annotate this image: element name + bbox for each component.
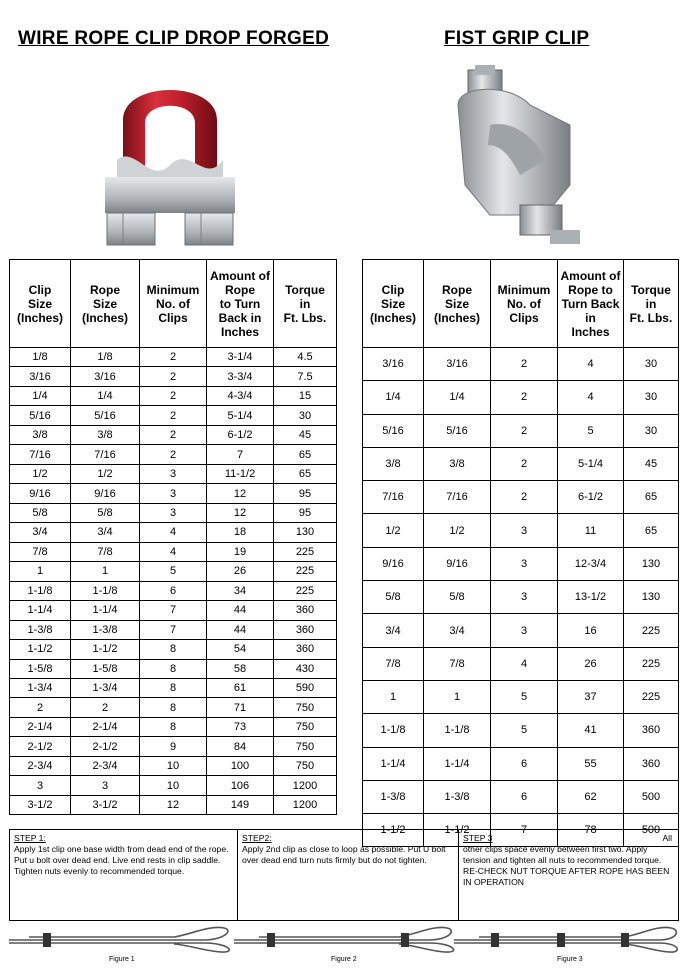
- cell-turn-back: 6-1/2: [207, 425, 274, 444]
- cell-turn-back: 3-3/4: [207, 367, 274, 386]
- cell-min-clips: 7: [140, 601, 207, 620]
- cell-clip-size: 1-5/8: [10, 659, 71, 678]
- cell-clip-size: 5/8: [10, 503, 71, 522]
- table-row: [10, 484, 337, 503]
- cell-clip-size: 1/2: [363, 514, 424, 547]
- table-row: [363, 348, 679, 381]
- cell-min-clips: 10: [140, 756, 207, 775]
- cell-torque: 750: [274, 698, 337, 717]
- header-torque: Torque in Ft. Lbs.: [624, 260, 679, 348]
- table-row: [10, 698, 337, 717]
- cell-clip-size: 1: [10, 562, 71, 581]
- cell-torque: 4.5: [274, 348, 337, 367]
- header-min-clips: Minimum No. of Clips: [491, 260, 558, 348]
- step-2-text: Apply 2nd clip as close to loop as possible. Put U bolt over dead end turn nuts firmly but do not tighten.: [242, 844, 446, 865]
- cell-min-clips: 3: [140, 464, 207, 483]
- cell-turn-back: 58: [207, 659, 274, 678]
- cell-clip-size: 3: [10, 776, 71, 795]
- table-row: [10, 795, 337, 814]
- cell-rope-size: 9/16: [71, 484, 140, 503]
- cell-torque: 45: [274, 425, 337, 444]
- cell-rope-size: 5/8: [424, 581, 491, 614]
- cell-turn-back: 149: [207, 795, 274, 814]
- cell-clip-size: 5/16: [10, 406, 71, 425]
- table-row: [363, 680, 679, 713]
- cell-rope-size: 1/4: [71, 386, 140, 405]
- cell-torque: 1200: [274, 795, 337, 814]
- cell-min-clips: 5: [491, 714, 558, 747]
- cell-rope-size: 2-1/4: [71, 717, 140, 736]
- cell-rope-size: 5/16: [424, 414, 491, 447]
- cell-torque: 225: [274, 542, 337, 561]
- cell-min-clips: 6: [140, 581, 207, 600]
- cell-rope-size: 1-3/4: [71, 678, 140, 697]
- cell-clip-size: 1-1/4: [363, 747, 424, 780]
- cell-rope-size: 1/2: [424, 514, 491, 547]
- table-row: [10, 386, 337, 405]
- cell-torque: 130: [274, 523, 337, 542]
- cell-clip-size: 1-1/2: [10, 640, 71, 659]
- cell-min-clips: 3: [491, 581, 558, 614]
- cell-torque: 360: [274, 601, 337, 620]
- cell-turn-back: 44: [207, 620, 274, 639]
- step-1-text: Apply 1st clip one base width from dead end of the rope. Put u bolt over dead end. Live end rests in clip saddle. Tighten nuts evenly to recommended torque.: [14, 844, 229, 876]
- cell-clip-size: 1-3/8: [363, 780, 424, 813]
- cell-rope-size: 3/16: [424, 348, 491, 381]
- cell-min-clips: 4: [140, 542, 207, 561]
- cell-torque: 225: [274, 562, 337, 581]
- cell-torque: 30: [624, 414, 679, 447]
- fist-grip-clip-image: [450, 65, 585, 250]
- table-header-row: [10, 260, 337, 348]
- cell-turn-back: 78: [558, 814, 624, 847]
- cell-clip-size: 2-1/2: [10, 737, 71, 756]
- cell-min-clips: 6: [491, 780, 558, 813]
- cell-min-clips: 2: [140, 445, 207, 464]
- cell-clip-size: 1-1/8: [10, 581, 71, 600]
- cell-torque: 130: [624, 581, 679, 614]
- cell-turn-back: 18: [207, 523, 274, 542]
- table-row: [363, 614, 679, 647]
- cell-torque: 750: [274, 717, 337, 736]
- cell-torque: 95: [274, 503, 337, 522]
- table-row: [10, 776, 337, 795]
- cell-min-clips: 2: [491, 447, 558, 480]
- cell-clip-size: 1: [363, 680, 424, 713]
- table-row: [10, 562, 337, 581]
- step-1-heading: STEP 1:: [14, 833, 46, 843]
- table-row: [10, 717, 337, 736]
- table-row: [10, 640, 337, 659]
- cell-clip-size: 3/8: [10, 425, 71, 444]
- cell-rope-size: 1/4: [424, 381, 491, 414]
- cell-turn-back: 44: [207, 601, 274, 620]
- step-3-text: other clips space evenly between first two. Apply tension and tighten all nuts to recommended torque.: [463, 844, 662, 865]
- header-clip-size: Clip Size (Inches): [10, 260, 71, 348]
- rope-figures-drawing: [9, 925, 679, 955]
- wire-rope-clip-title: WIRE ROPE CLIP DROP FORGED: [18, 28, 330, 49]
- table-row: [363, 780, 679, 813]
- cell-min-clips: 4: [491, 647, 558, 680]
- cell-rope-size: 1-3/8: [71, 620, 140, 639]
- cell-turn-back: 5-1/4: [558, 447, 624, 480]
- cell-clip-size: 1/4: [363, 381, 424, 414]
- table-row: [363, 414, 679, 447]
- cell-rope-size: 3/8: [71, 425, 140, 444]
- cell-rope-size: 3/4: [71, 523, 140, 542]
- cell-min-clips: 8: [140, 717, 207, 736]
- cell-turn-back: 55: [558, 747, 624, 780]
- cell-clip-size: 1-3/4: [10, 678, 71, 697]
- cell-turn-back: 106: [207, 776, 274, 795]
- installation-steps: [9, 829, 679, 921]
- cell-turn-back: 26: [207, 562, 274, 581]
- cell-turn-back: 7: [207, 445, 274, 464]
- cell-clip-size: 3-1/2: [10, 795, 71, 814]
- cell-rope-size: 5/8: [71, 503, 140, 522]
- figures-strip: [9, 925, 679, 973]
- cell-turn-back: 16: [558, 614, 624, 647]
- table-row: [10, 756, 337, 775]
- cell-torque: 500: [624, 814, 679, 847]
- table-row: [10, 737, 337, 756]
- table-row: [363, 581, 679, 614]
- table-row: [363, 447, 679, 480]
- cell-torque: 360: [274, 640, 337, 659]
- cell-clip-size: 1-1/2: [363, 814, 424, 847]
- table-row: [10, 678, 337, 697]
- table-row: [363, 714, 679, 747]
- cell-min-clips: 3: [491, 547, 558, 580]
- cell-clip-size: 5/8: [363, 581, 424, 614]
- cell-turn-back: 12: [207, 503, 274, 522]
- step-3-heading: STEP 3: [463, 833, 493, 843]
- cell-min-clips: 4: [140, 523, 207, 542]
- cell-torque: 360: [624, 714, 679, 747]
- cell-min-clips: 9: [140, 737, 207, 756]
- cell-rope-size: 2-3/4: [71, 756, 140, 775]
- cell-torque: 360: [274, 620, 337, 639]
- table-row: [10, 601, 337, 620]
- cell-torque: 500: [624, 780, 679, 813]
- cell-turn-back: 71: [207, 698, 274, 717]
- cell-turn-back: 61: [207, 678, 274, 697]
- table-row: [10, 523, 337, 542]
- table-header-row: [363, 260, 679, 348]
- cell-rope-size: 1-1/2: [424, 814, 491, 847]
- cell-clip-size: 1/8: [10, 348, 71, 367]
- wire-rope-clip-table: [9, 259, 337, 815]
- step-3-all: All: [662, 833, 672, 843]
- cell-clip-size: 1-1/8: [363, 714, 424, 747]
- cell-turn-back: 84: [207, 737, 274, 756]
- cell-rope-size: 1-3/8: [424, 780, 491, 813]
- table-row: [10, 503, 337, 522]
- cell-min-clips: 8: [140, 640, 207, 659]
- cell-turn-back: 4: [558, 381, 624, 414]
- cell-turn-back: 4-3/4: [207, 386, 274, 405]
- cell-turn-back: 41: [558, 714, 624, 747]
- figure-3-label: Figure 3: [557, 956, 583, 963]
- cell-rope-size: 1: [424, 680, 491, 713]
- cell-torque: 1200: [274, 776, 337, 795]
- cell-turn-back: 5: [558, 414, 624, 447]
- cell-torque: 225: [624, 614, 679, 647]
- table-row: [10, 464, 337, 483]
- cell-clip-size: 3/16: [10, 367, 71, 386]
- cell-rope-size: 7/16: [424, 481, 491, 514]
- cell-min-clips: 6: [491, 747, 558, 780]
- cell-torque: 30: [274, 406, 337, 425]
- cell-turn-back: 4: [558, 348, 624, 381]
- cell-rope-size: 9/16: [424, 547, 491, 580]
- cell-clip-size: 2: [10, 698, 71, 717]
- cell-torque: 65: [274, 464, 337, 483]
- cell-min-clips: 8: [140, 659, 207, 678]
- table-row: [363, 514, 679, 547]
- cell-min-clips: 8: [140, 698, 207, 717]
- cell-rope-size: 1-1/8: [424, 714, 491, 747]
- cell-clip-size: 7/8: [363, 647, 424, 680]
- cell-min-clips: 2: [140, 425, 207, 444]
- cell-min-clips: 2: [491, 414, 558, 447]
- cell-turn-back: 5-1/4: [207, 406, 274, 425]
- cell-clip-size: 2-1/4: [10, 717, 71, 736]
- header-clip-size: Clip Size (Inches): [363, 260, 424, 348]
- cell-clip-size: 3/4: [10, 523, 71, 542]
- header-rope-size: Rope Size (Inches): [424, 260, 491, 348]
- cell-min-clips: 5: [140, 562, 207, 581]
- cell-min-clips: 2: [140, 406, 207, 425]
- cell-torque: 95: [274, 484, 337, 503]
- step-1: [10, 830, 237, 920]
- table-row: [363, 647, 679, 680]
- cell-torque: 750: [274, 737, 337, 756]
- table-row: [10, 659, 337, 678]
- header-turn-back: Amount of Rope to Turn Back in Inches: [558, 260, 624, 348]
- cell-rope-size: 7/16: [71, 445, 140, 464]
- step-3-recheck: RE-CHECK NUT TORQUE AFTER ROPE HAS BEEN IN OPERATION: [463, 866, 670, 887]
- cell-clip-size: 3/8: [363, 447, 424, 480]
- cell-torque: 15: [274, 386, 337, 405]
- figure-1-label: Figure 1: [109, 956, 135, 963]
- cell-rope-size: 1-1/8: [71, 581, 140, 600]
- cell-turn-back: 100: [207, 756, 274, 775]
- cell-min-clips: 8: [140, 678, 207, 697]
- cell-turn-back: 37: [558, 680, 624, 713]
- cell-min-clips: 2: [491, 348, 558, 381]
- cell-turn-back: 6-1/2: [558, 481, 624, 514]
- cell-rope-size: 1-1/4: [71, 601, 140, 620]
- cell-torque: 225: [624, 680, 679, 713]
- cell-clip-size: 9/16: [10, 484, 71, 503]
- cell-clip-size: 1-3/8: [10, 620, 71, 639]
- table-row: [10, 581, 337, 600]
- cell-min-clips: 3: [491, 614, 558, 647]
- header-turn-back: Amount of Rope to Turn Back in Inches: [207, 260, 274, 348]
- cell-torque: 65: [624, 481, 679, 514]
- cell-torque: 430: [274, 659, 337, 678]
- cell-min-clips: 2: [140, 348, 207, 367]
- cell-min-clips: 12: [140, 795, 207, 814]
- cell-rope-size: 2: [71, 698, 140, 717]
- cell-torque: 750: [274, 756, 337, 775]
- cell-turn-back: 19: [207, 542, 274, 561]
- cell-rope-size: 3/8: [424, 447, 491, 480]
- cell-turn-back: 34: [207, 581, 274, 600]
- cell-rope-size: 7/8: [71, 542, 140, 561]
- fist-grip-clip-table: [362, 259, 679, 847]
- cell-torque: 225: [274, 581, 337, 600]
- table-row: [363, 547, 679, 580]
- cell-torque: 590: [274, 678, 337, 697]
- table-row: [10, 348, 337, 367]
- cell-clip-size: 7/16: [363, 481, 424, 514]
- step-3: [458, 830, 678, 920]
- cell-min-clips: 2: [140, 386, 207, 405]
- cell-turn-back: 62: [558, 780, 624, 813]
- cell-rope-size: 1/8: [71, 348, 140, 367]
- table-row: [363, 381, 679, 414]
- cell-clip-size: 1/2: [10, 464, 71, 483]
- cell-clip-size: 1/4: [10, 386, 71, 405]
- cell-clip-size: 3/4: [363, 614, 424, 647]
- cell-torque: 130: [624, 547, 679, 580]
- cell-clip-size: 3/16: [363, 348, 424, 381]
- cell-turn-back: 11-1/2: [207, 464, 274, 483]
- cell-torque: 45: [624, 447, 679, 480]
- cell-torque: 65: [274, 445, 337, 464]
- cell-clip-size: 5/16: [363, 414, 424, 447]
- table-row: [10, 542, 337, 561]
- cell-rope-size: 3/16: [71, 367, 140, 386]
- cell-min-clips: 2: [140, 367, 207, 386]
- table-row: [10, 445, 337, 464]
- cell-turn-back: 3-1/4: [207, 348, 274, 367]
- cell-min-clips: 3: [140, 503, 207, 522]
- cell-torque: 65: [624, 514, 679, 547]
- cell-turn-back: 26: [558, 647, 624, 680]
- cell-turn-back: 54: [207, 640, 274, 659]
- cell-rope-size: 3: [71, 776, 140, 795]
- figure-2-label: Figure 2: [331, 956, 357, 963]
- step-2: [237, 830, 458, 920]
- header-torque: Torque in Ft. Lbs.: [274, 260, 337, 348]
- cell-turn-back: 11: [558, 514, 624, 547]
- table-row: [10, 406, 337, 425]
- cell-rope-size: 2-1/2: [71, 737, 140, 756]
- table-row: [10, 367, 337, 386]
- cell-min-clips: 2: [491, 381, 558, 414]
- cell-torque: 7.5: [274, 367, 337, 386]
- cell-min-clips: 10: [140, 776, 207, 795]
- cell-turn-back: 12-3/4: [558, 547, 624, 580]
- cell-min-clips: 2: [491, 481, 558, 514]
- cell-turn-back: 73: [207, 717, 274, 736]
- cell-min-clips: 7: [140, 620, 207, 639]
- cell-rope-size: 3/4: [424, 614, 491, 647]
- table-row: [10, 425, 337, 444]
- header-min-clips: Minimum No. of Clips: [140, 260, 207, 348]
- cell-torque: 30: [624, 381, 679, 414]
- cell-torque: 225: [624, 647, 679, 680]
- cell-rope-size: 1-5/8: [71, 659, 140, 678]
- cell-rope-size: 3-1/2: [71, 795, 140, 814]
- cell-min-clips: 3: [491, 514, 558, 547]
- cell-min-clips: 7: [491, 814, 558, 847]
- cell-turn-back: 13-1/2: [558, 581, 624, 614]
- cell-rope-size: 1-1/4: [424, 747, 491, 780]
- table-row: [363, 747, 679, 780]
- cell-clip-size: 7/8: [10, 542, 71, 561]
- fist-grip-clip-title: FIST GRIP CLIP: [444, 28, 590, 49]
- cell-rope-size: 1: [71, 562, 140, 581]
- header-rope-size: Rope Size (Inches): [71, 260, 140, 348]
- cell-rope-size: 1/2: [71, 464, 140, 483]
- wire-rope-clip-image: [95, 65, 245, 250]
- table-row: [10, 620, 337, 639]
- cell-rope-size: 7/8: [424, 647, 491, 680]
- cell-clip-size: 2-3/4: [10, 756, 71, 775]
- cell-clip-size: 1-1/4: [10, 601, 71, 620]
- cell-torque: 30: [624, 348, 679, 381]
- table-row: [363, 481, 679, 514]
- cell-torque: 360: [624, 747, 679, 780]
- cell-min-clips: 3: [140, 484, 207, 503]
- cell-rope-size: 1-1/2: [71, 640, 140, 659]
- cell-turn-back: 12: [207, 484, 274, 503]
- step-2-heading: STEP2:: [242, 833, 272, 843]
- cell-min-clips: 5: [491, 680, 558, 713]
- cell-rope-size: 5/16: [71, 406, 140, 425]
- cell-clip-size: 9/16: [363, 547, 424, 580]
- cell-clip-size: 7/16: [10, 445, 71, 464]
